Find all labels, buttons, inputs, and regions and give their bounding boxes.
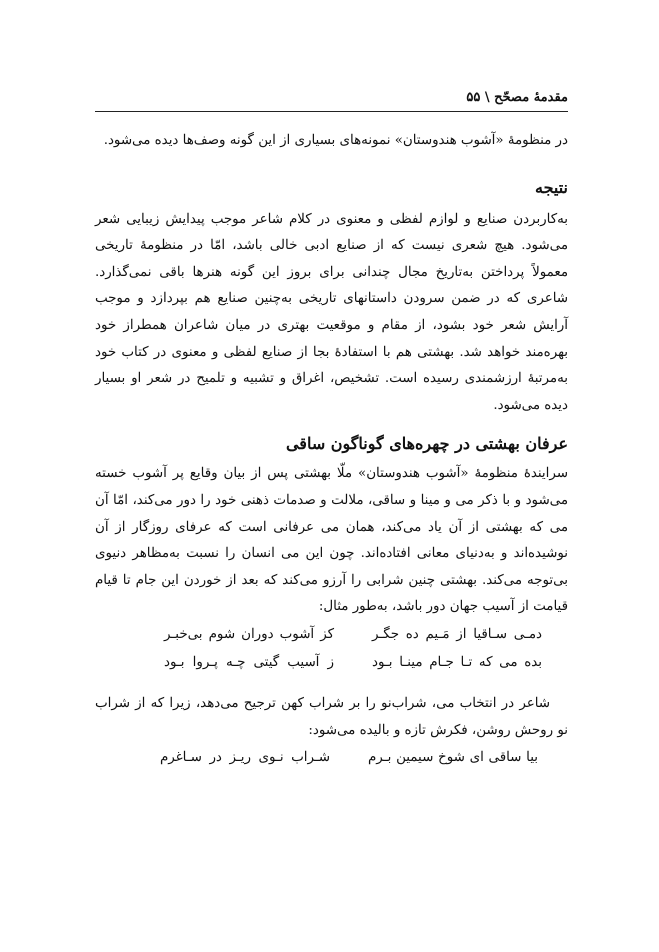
verse-second-hemistich: ز آسیب گیتی چـه پـروا بـود (164, 654, 334, 670)
poem-verse (95, 621, 542, 649)
page-content (95, 128, 568, 772)
poem-block-1 (95, 621, 542, 677)
wine-choice-paragraph: شاعر در انتخاب می، شراب‌نو را بر شراب کهن ترجیح می‌دهد، زیرا که از شراب نو روحش روشن، فکرش تازه و بالیده می‌شود: (95, 695, 568, 738)
result-paragraph: به‌کاربردن صنایع و لوازم لفظی و معنوی در کلام شاعر موجب پیدایش زیبایی شعر می‌شود. هیچ شعری نیست که از صنایع ادبی خالی باشد، امّا در منظومهٔ تاریخی معمولاً پرداختن به‌تاریخ مجال چندانی برای بروز این گونه هنرها باقی نمی‌گذارد. شاعری که در ضمن سرودن داستانهای تاریخی به‌چنین صنایع هم بپردازد و موجب آرایش شعر خود بشود، از مقام و موقعیت بهتری در میان شاعران همطراز خود بهره‌مند خواهد شد. بهشتی هم با استفادهٔ بجا از صنایع لفظی و معنوی در کتاب خود به‌مرتبهٔ ارزشمندی رسیده است. تشخیص، اغراق و تشبیه و تلمیح در شعر او بسیار دیده می‌شود. (95, 211, 568, 413)
section-heading-result: نتیجه (534, 177, 568, 197)
verse-second-hemistich: کز آشوب دوران شوم بی‌خبـر (164, 626, 334, 642)
verse-first-hemistich: بده می که تـا جـام مینـا بـود (372, 654, 542, 670)
section-heading-mysticism: عرفان بهشتی در چهره‌های گوناگون ساقی (285, 434, 568, 454)
verse-first-hemistich: بیا ساقی ای شوخ سیمین بـرم (368, 750, 538, 766)
poem-block-2 (95, 744, 538, 772)
header-rule (95, 111, 568, 112)
hemistich-gap (334, 649, 372, 677)
poem-verse (95, 744, 538, 772)
hemistich-gap (330, 744, 368, 772)
verse-second-hemistich: شـراب نـوی ریـز در سـاغرم (160, 750, 330, 766)
running-header: مقدمهٔ مصحّح \ ۵۵ (466, 90, 568, 105)
poem-verse (95, 649, 542, 677)
intro-line: در منظومهٔ «آشوب هندوستان» نمونه‌های بسیاری از این گونه وصف‌ها دیده می‌شود. (103, 133, 568, 148)
mysticism-paragraph: سرایندهٔ منظومهٔ «آشوب هندوستان» ملّا بهشتی پس از بیان وقایع پر آشوب خسته می‌شود و با ذکر می و مینا و ساقی، ملالت و صدمات ذهنی خود را دور می‌کند، امّا آن می که بهشتی از آن یاد می‌کند، همان می عرفانی است که عرفای روزگار از آن نوشیده‌اند و به‌دنیای معانی افتاده‌اند. چون این می انسان را نسبت به‌مظاهر دنیوی بی‌توجه می‌کند. بهشتی چنین شرابی را آرزو می‌کند که بعد از خوردن این جام تا قیام قیامت از آسیب جهان دور باشد، به‌طور مثال: (95, 466, 568, 615)
verse-first-hemistich: دمـی سـاقیا از مَـیم ده جگـر (372, 626, 542, 642)
hemistich-gap (334, 621, 372, 649)
